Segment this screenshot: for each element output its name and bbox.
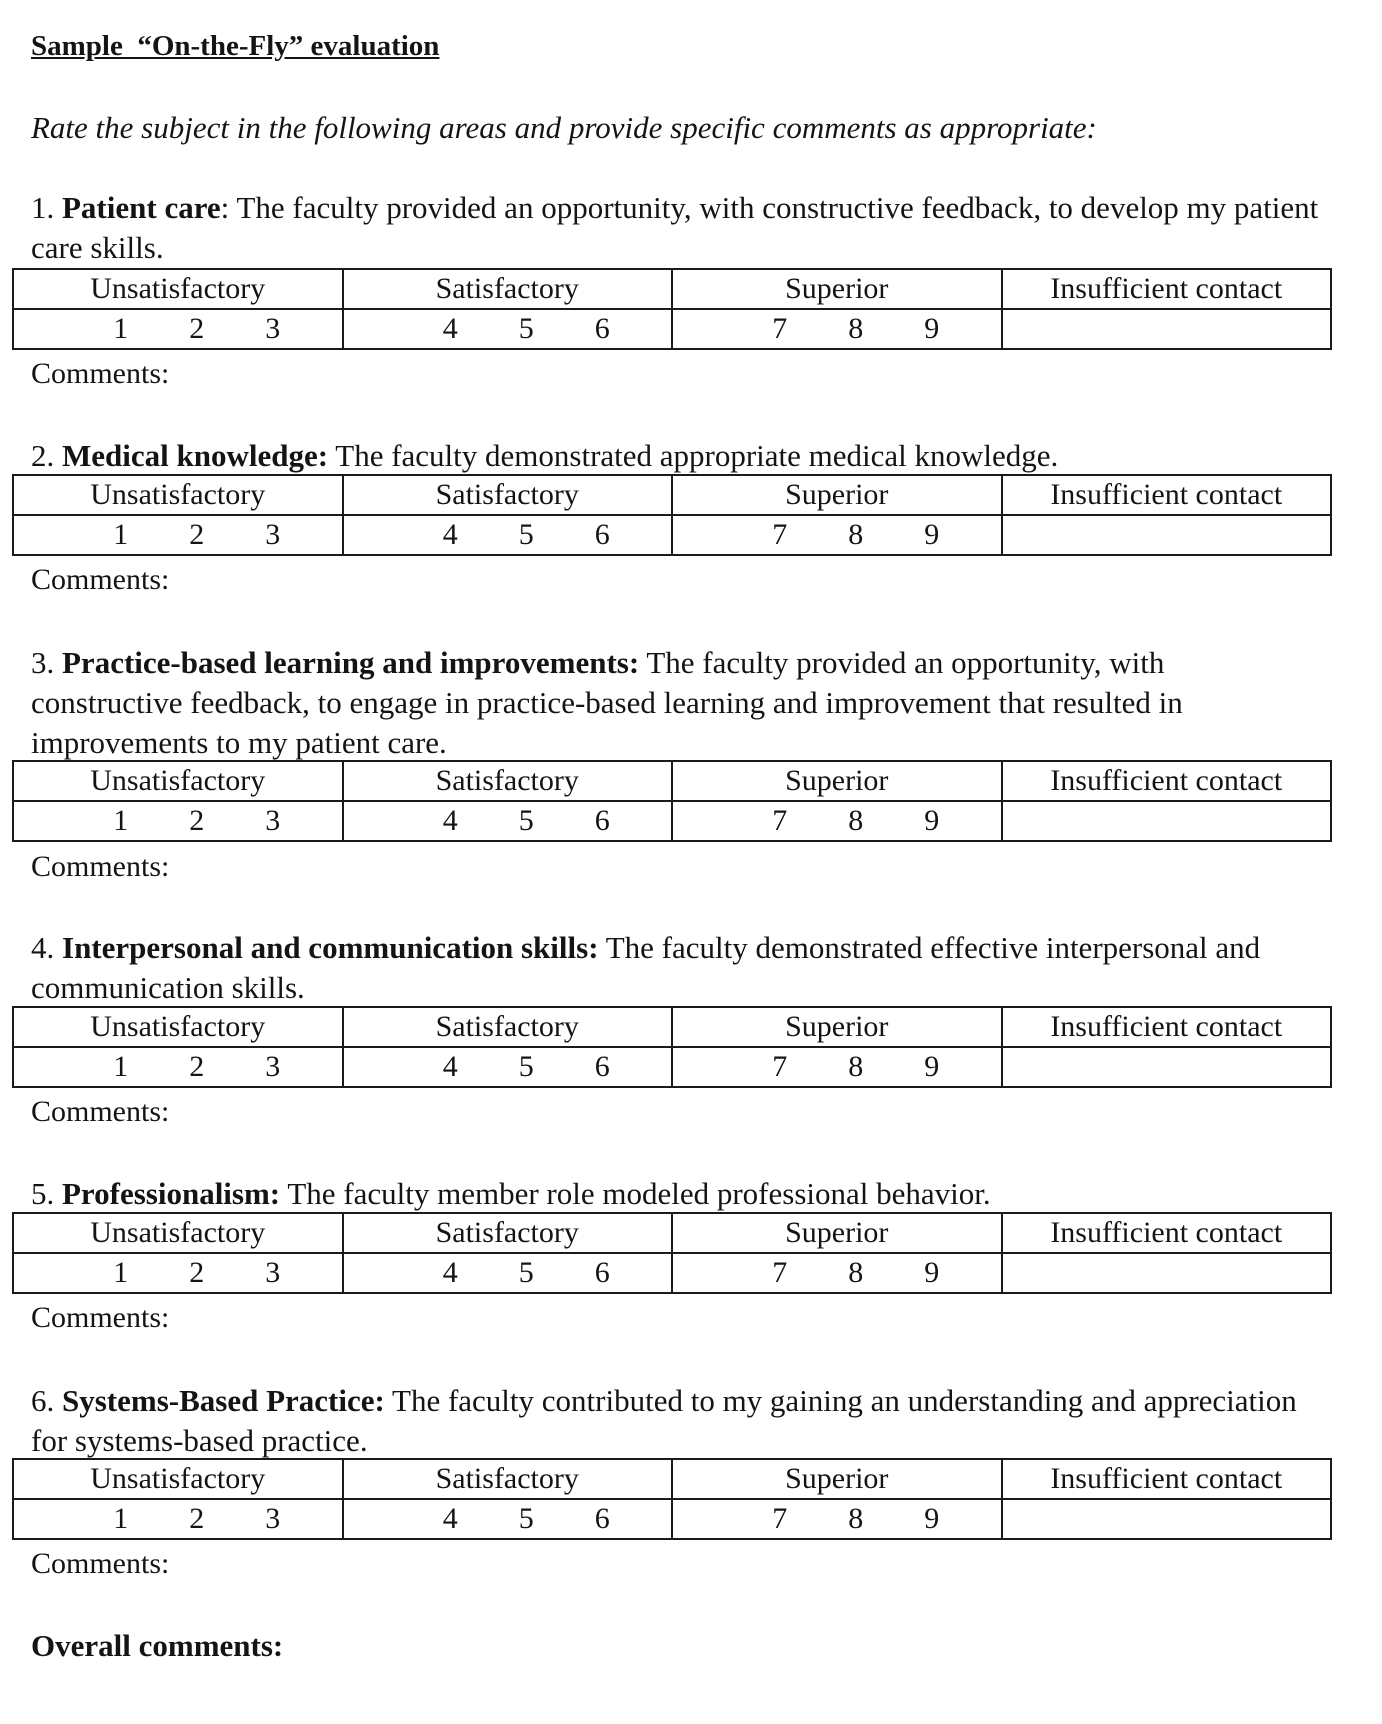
- rating-option[interactable]: 3: [265, 1502, 281, 1535]
- rating-option[interactable]: 5: [518, 1050, 534, 1083]
- rating-digits: [83, 1502, 281, 1536]
- rating-group-cell: [13, 515, 343, 555]
- question-description: The faculty member role modeled professional behavior.: [280, 1176, 991, 1211]
- rating-option[interactable]: 6: [594, 1256, 610, 1289]
- rating-option[interactable]: 3: [265, 1256, 281, 1289]
- rating-option[interactable]: 9: [924, 1502, 940, 1535]
- competency-area: Practice-based learning and improvements:: [62, 645, 640, 680]
- rating-option[interactable]: 2: [189, 804, 205, 837]
- insufficient-contact-cell[interactable]: [1002, 515, 1332, 555]
- rating-header-cell: Insufficient contact: [1002, 761, 1332, 801]
- rating-digits: [742, 1050, 940, 1084]
- rating-digits: [742, 804, 940, 838]
- rating-option[interactable]: 9: [924, 312, 940, 345]
- rating-group-cell: [672, 1253, 1002, 1293]
- competency-area: Professionalism:: [62, 1176, 281, 1211]
- rating-option[interactable]: 5: [518, 1256, 534, 1289]
- question-number: 5.: [31, 1176, 62, 1211]
- rating-group-cell: [672, 309, 1002, 349]
- rating-header-cell: Superior: [672, 475, 1002, 515]
- rating-group-cell: [13, 801, 343, 841]
- insufficient-contact-cell[interactable]: [1002, 309, 1332, 349]
- rating-header-cell: Unsatisfactory: [13, 1213, 343, 1253]
- rating-group-cell: [672, 515, 1002, 555]
- rating-scale-table: [12, 474, 1332, 556]
- comments-label: Comments:: [31, 1301, 170, 1334]
- instructions: Rate the subject in the following areas and provide specific comments as appropriate:: [31, 110, 1097, 145]
- rating-header-cell: Superior: [672, 1213, 1002, 1253]
- competency-area: Systems-Based Practice:: [62, 1383, 385, 1418]
- rating-option[interactable]: 7: [772, 1050, 788, 1083]
- overall-comments-label: Overall comments:: [31, 1628, 284, 1663]
- rating-header-cell: Superior: [672, 1459, 1002, 1499]
- rating-option[interactable]: 3: [265, 518, 281, 551]
- question-4-prompt: [31, 928, 1321, 1008]
- rating-header-cell: Superior: [672, 269, 1002, 309]
- rating-digits: [83, 1050, 281, 1084]
- rating-group-cell: [13, 1047, 343, 1087]
- rating-group-cell: [343, 1499, 673, 1539]
- question-1-prompt: [31, 188, 1321, 268]
- rating-option[interactable]: 8: [848, 1256, 864, 1289]
- rating-digits: [742, 518, 940, 552]
- rating-option[interactable]: 7: [772, 1502, 788, 1535]
- rating-option[interactable]: 8: [848, 1502, 864, 1535]
- rating-option[interactable]: 6: [594, 518, 610, 551]
- rating-scale-table: [12, 1006, 1332, 1088]
- rating-scale-table: [12, 268, 1332, 350]
- rating-option[interactable]: 7: [772, 804, 788, 837]
- rating-option[interactable]: 1: [113, 1256, 129, 1289]
- rating-header-cell: Satisfactory: [343, 1213, 673, 1253]
- question-description: The faculty demonstrated effective interpersonal and communication skills.: [31, 930, 1261, 1005]
- rating-header-row: [13, 761, 1331, 801]
- rating-header-cell: Unsatisfactory: [13, 1459, 343, 1499]
- rating-option[interactable]: 3: [265, 1050, 281, 1083]
- rating-header-cell: Superior: [672, 761, 1002, 801]
- rating-header-cell: Unsatisfactory: [13, 475, 343, 515]
- rating-digits: [412, 804, 610, 838]
- rating-option[interactable]: 6: [594, 1050, 610, 1083]
- question-description: The faculty demonstrated appropriate medical knowledge.: [328, 438, 1059, 473]
- rating-option[interactable]: 7: [772, 312, 788, 345]
- rating-option[interactable]: 5: [518, 312, 534, 345]
- rating-digits: [412, 1256, 610, 1290]
- rating-option[interactable]: 2: [189, 1256, 205, 1289]
- rating-option[interactable]: 6: [594, 804, 610, 837]
- rating-option[interactable]: 4: [442, 804, 458, 837]
- rating-values-row: [13, 1499, 1331, 1539]
- rating-option[interactable]: 4: [442, 1256, 458, 1289]
- rating-option[interactable]: 9: [924, 1050, 940, 1083]
- comments-label: Comments:: [31, 850, 170, 883]
- rating-option[interactable]: 8: [848, 1050, 864, 1083]
- rating-scale-table: [12, 1458, 1332, 1540]
- rating-option[interactable]: 8: [848, 804, 864, 837]
- rating-option[interactable]: 8: [848, 312, 864, 345]
- rating-digits: [83, 312, 281, 346]
- rating-group-cell: [672, 1499, 1002, 1539]
- question-number: 6.: [31, 1383, 62, 1418]
- rating-digits: [83, 518, 281, 552]
- question-number: 4.: [31, 930, 62, 965]
- rating-group-cell: [343, 515, 673, 555]
- rating-digits: [412, 312, 610, 346]
- rating-values-row: [13, 309, 1331, 349]
- rating-option[interactable]: 7: [772, 1256, 788, 1289]
- rating-option[interactable]: 1: [113, 312, 129, 345]
- rating-values-row: [13, 1253, 1331, 1293]
- insufficient-contact-cell[interactable]: [1002, 1253, 1332, 1293]
- rating-header-cell: Unsatisfactory: [13, 761, 343, 801]
- rating-option[interactable]: 3: [265, 312, 281, 345]
- rating-group-cell: [672, 801, 1002, 841]
- competency-area: Interpersonal and communication skills:: [62, 930, 599, 965]
- rating-digits: [412, 1050, 610, 1084]
- question-6-prompt: [31, 1381, 1321, 1461]
- comments-label: Comments:: [31, 563, 170, 596]
- rating-values-row: [13, 801, 1331, 841]
- competency-area: Patient care: [62, 190, 221, 225]
- rating-option[interactable]: 9: [924, 804, 940, 837]
- rating-header-cell: Satisfactory: [343, 475, 673, 515]
- question-3-prompt: [31, 643, 1321, 763]
- rating-scale-table: [12, 760, 1332, 842]
- rating-option[interactable]: 2: [189, 518, 205, 551]
- rating-option[interactable]: 2: [189, 1502, 205, 1535]
- rating-scale-table: [12, 1212, 1332, 1294]
- rating-values-row: [13, 1047, 1331, 1087]
- rating-header-cell: Insufficient contact: [1002, 1213, 1332, 1253]
- rating-header-row: [13, 1459, 1331, 1499]
- rating-header-cell: Insufficient contact: [1002, 1007, 1332, 1047]
- rating-option[interactable]: 1: [113, 1050, 129, 1083]
- question-description: The faculty contributed to my gaining an understanding and appreciation for systems-based practice.: [31, 1383, 1297, 1458]
- rating-header-cell: Satisfactory: [343, 761, 673, 801]
- rating-group-cell: [672, 1047, 1002, 1087]
- rating-option[interactable]: 1: [113, 518, 129, 551]
- rating-option[interactable]: 2: [189, 1050, 205, 1083]
- rating-digits: [412, 518, 610, 552]
- rating-values-row: [13, 515, 1331, 555]
- competency-area: Medical knowledge:: [62, 438, 329, 473]
- rating-digits: [412, 1502, 610, 1536]
- rating-digits: [742, 1502, 940, 1536]
- rating-digits: [83, 804, 281, 838]
- rating-option[interactable]: 1: [113, 1502, 129, 1535]
- document-title: Sample “On-the-Fly” evaluation: [31, 30, 440, 62]
- rating-option[interactable]: 7: [772, 518, 788, 551]
- rating-header-cell: Superior: [672, 1007, 1002, 1047]
- rating-option[interactable]: 5: [518, 1502, 534, 1535]
- rating-group-cell: [343, 801, 673, 841]
- rating-option[interactable]: 3: [265, 804, 281, 837]
- rating-header-row: [13, 475, 1331, 515]
- rating-digits: [83, 1256, 281, 1290]
- rating-group-cell: [343, 309, 673, 349]
- rating-group-cell: [343, 1253, 673, 1293]
- rating-digits: [742, 312, 940, 346]
- rating-digits: [742, 1256, 940, 1290]
- rating-option[interactable]: 5: [518, 804, 534, 837]
- comments-label: Comments:: [31, 1547, 170, 1580]
- rating-group-cell: [13, 1253, 343, 1293]
- rating-option[interactable]: 6: [594, 1502, 610, 1535]
- rating-option[interactable]: 4: [442, 312, 458, 345]
- rating-option[interactable]: 9: [924, 1256, 940, 1289]
- rating-header-cell: Insufficient contact: [1002, 269, 1332, 309]
- question-number: 1.: [31, 190, 62, 225]
- rating-option[interactable]: 4: [442, 518, 458, 551]
- rating-option[interactable]: 6: [594, 312, 610, 345]
- rating-option[interactable]: 2: [189, 312, 205, 345]
- rating-option[interactable]: 4: [442, 1050, 458, 1083]
- rating-header-cell: Unsatisfactory: [13, 269, 343, 309]
- insufficient-contact-cell[interactable]: [1002, 801, 1332, 841]
- rating-header-cell: Satisfactory: [343, 1459, 673, 1499]
- rating-group-cell: [13, 309, 343, 349]
- rating-option[interactable]: 4: [442, 1502, 458, 1535]
- rating-header-cell: Unsatisfactory: [13, 1007, 343, 1047]
- question-number: 3.: [31, 645, 62, 680]
- insufficient-contact-cell[interactable]: [1002, 1499, 1332, 1539]
- rating-header-cell: Satisfactory: [343, 1007, 673, 1047]
- rating-header-row: [13, 1007, 1331, 1047]
- rating-header-cell: Satisfactory: [343, 269, 673, 309]
- rating-header-cell: Insufficient contact: [1002, 1459, 1332, 1499]
- rating-header-cell: Insufficient contact: [1002, 475, 1332, 515]
- question-5-prompt: [31, 1174, 1321, 1214]
- question-description: The faculty provided an opportunity, with constructive feedback, to engage in practice-based learning and improvement that resulted in improvements to my patient care.: [31, 645, 1183, 760]
- comments-label: Comments:: [31, 1095, 170, 1128]
- question-number: 2.: [31, 438, 62, 473]
- question-2-prompt: [31, 436, 1321, 476]
- rating-option[interactable]: 5: [518, 518, 534, 551]
- rating-header-row: [13, 1213, 1331, 1253]
- question-description: : The faculty provided an opportunity, with constructive feedback, to develop my patient care skills.: [31, 190, 1319, 265]
- rating-option[interactable]: 8: [848, 518, 864, 551]
- rating-header-row: [13, 269, 1331, 309]
- rating-group-cell: [13, 1499, 343, 1539]
- rating-group-cell: [343, 1047, 673, 1087]
- insufficient-contact-cell[interactable]: [1002, 1047, 1332, 1087]
- rating-option[interactable]: 9: [924, 518, 940, 551]
- rating-option[interactable]: 1: [113, 804, 129, 837]
- comments-label: Comments:: [31, 357, 170, 390]
